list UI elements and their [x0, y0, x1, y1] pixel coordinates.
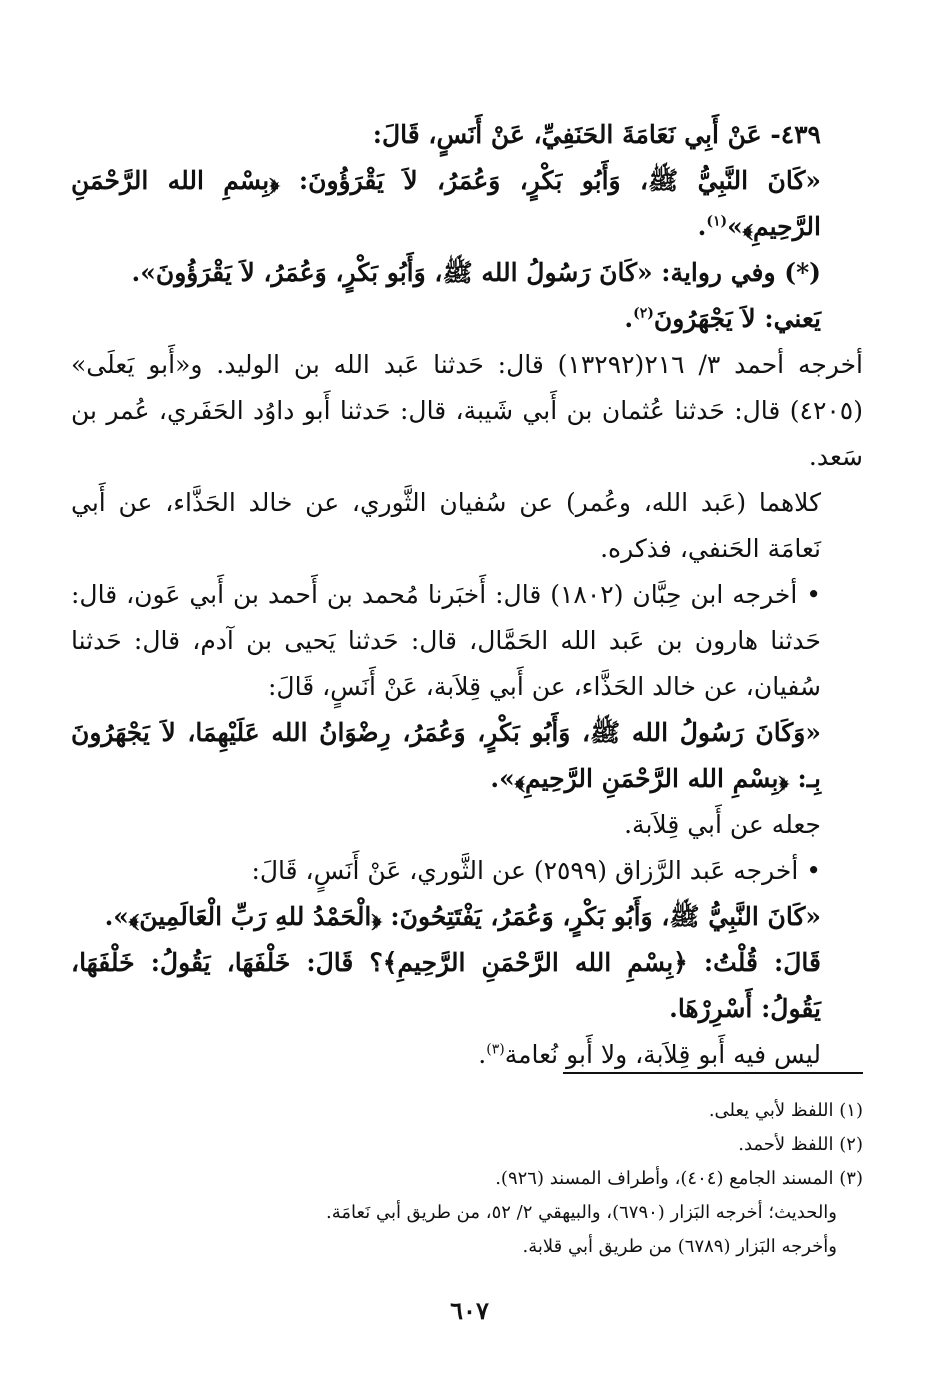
takhrij-ibn-hibban: • أخرجه ابن حِبَّان (١٨٠٢) قال: أَخبَرنا مُحمد بن أَحمد بن أَبي عَون، قال: حَدثنا هارون بن عَبد الله الحَمَّال، قال: حَدثنا يَحيى بن آدم، قال: حَدثنا سُفيان، عن خالد الحَذَّاء، عن أَبي قِلاَبة، عَنْ أَنَسٍ، قَالَ: — [71, 580, 821, 701]
footnote-3-continued-2: وأخرجه البَزار (٦٧٨٩) من طريق أبي قلابة. — [522, 1236, 837, 1257]
footnote-separator — [563, 1072, 863, 1074]
takhrij-both: كلاهما (عَبد الله، وعُمر) عن سُفيان الثَّوري، عن خالد الحَذَّاء، عن أَبي نَعامَة الحَنفي، فذكره. — [71, 488, 821, 563]
ibn-hibban-text: «وَكَانَ رَسُولُ الله ﷺ، وَأَبُو بَكْرٍ، وَعُمَرُ، رِضْوَانُ الله عَلَيْهِمَا، لاَ يَجْهَرُونَ بِـ: ﴿بِسْمِ الله الرَّحْمَنِ الرَّحِيمِ﴾». — [71, 718, 821, 793]
abdurrazzaq-note: ليس فيه أَبو قِلاَبة، ولا أَبو نُعامة$^{(٣)}$. — [478, 1040, 821, 1069]
hadith-text-content: «كَانَ النَّبِيُّ ﷺ، وَأَبُو بَكْرٍ، وَعُمَرُ، لاَ يَقْرَؤُونَ: ﴿بِسْمِ الله الرَّحْمَنِ الرَّحِيمِ﴾» — [71, 166, 821, 241]
takhrij-abdurrazzaq: • أخرجه عَبد الرَّزاق (٢٥٩٩) عن الثَّوري، عَنْ أَنَسٍ، قَالَ: — [251, 856, 821, 885]
abdurrazzaq-note-content: ليس فيه أَبو قِلاَبة، ولا أَبو نُعامة — [504, 1040, 821, 1069]
variant-explanation: يَعني: لاَ يَجْهَرُونَ$^{(٢)}$. — [624, 304, 821, 333]
variant-narration: (*) وفي رواية: «كَانَ رَسُولُ الله ﷺ، وَأَبُو بَكْرٍ، وَعُمَرُ، لاَ يَقْرَؤُونَ». — [131, 258, 821, 287]
ibn-hibban-note: جعله عن أَبي قِلاَبة. — [624, 810, 821, 839]
hadith-text: «كَانَ النَّبِيُّ ﷺ، وَأَبُو بَكْرٍ، وَعُمَرُ، لاَ يَقْرَؤُونَ: ﴿بِسْمِ الله الرَّحْمَنِ الرَّحِيمِ﴾»$^{(١)}$. — [71, 166, 821, 241]
footnote-1: (١) اللفظ لأبي يعلى. — [708, 1100, 863, 1121]
takhrij-ahmad: أخرجه أحمد ٣/ ٢١٦(١٣٢٩٢) قال: حَدثنا عَبد الله بن الوليد. و«أَبو يَعلَى» (٤٢٠٥) قال: حَدثنا عُثمان بن أَبي شَيبة، قال: حَدثنا أَبو داوُد الحَفَري، عُمر بن سَعد. — [71, 350, 864, 471]
page-number: ٦٠٧ — [450, 1296, 489, 1325]
hadith-heading: ٤٣٩- عَنْ أَبِي نَعَامَةَ الحَنَفِيِّ، عَنْ أَنَسٍ، قَالَ: — [372, 120, 821, 149]
footnotes — [71, 1094, 863, 1264]
footnote-mark-1: (١) — [706, 213, 728, 230]
abdurrazzaq-question: قَالَ: قُلْتُ: ﴿بِسْمِ الله الرَّحْمَنِ الرَّحِيمِ﴾؟ قَالَ: خَلْفَهَا، يَقُولُ: خَلْفَهَا، يَقُولُ: أَسْرِرْهَا. — [71, 948, 821, 1023]
variant-explanation-content: يَعني: لاَ يَجْهَرُونَ — [653, 304, 821, 333]
main-text — [71, 112, 863, 1078]
footnote-3-continued: والحديث؛ أخرجه البَزار (٦٧٩٠)، والبيهقي ٢/ ٥٢، من طريق أبي نَعامَة. — [326, 1202, 837, 1223]
footnote-3: (٣) المسند الجامع (٤٠٤)، وأطراف المسند (٩٢٦). — [495, 1168, 863, 1189]
footnote-2: (٢) اللفظ لأحمد. — [738, 1134, 863, 1155]
footnote-mark-3: (٣) — [486, 1041, 505, 1058]
footnote-mark-2: (٢) — [633, 305, 654, 322]
abdurrazzaq-text: «كَانَ النَّبِيُّ ﷺ، وَأَبُو بَكْرٍ، وَعُمَرُ، يَفْتَتِحُونَ: ﴿الْحَمْدُ للهِ رَبِّ الْعَالَمِينَ﴾». — [104, 902, 821, 931]
